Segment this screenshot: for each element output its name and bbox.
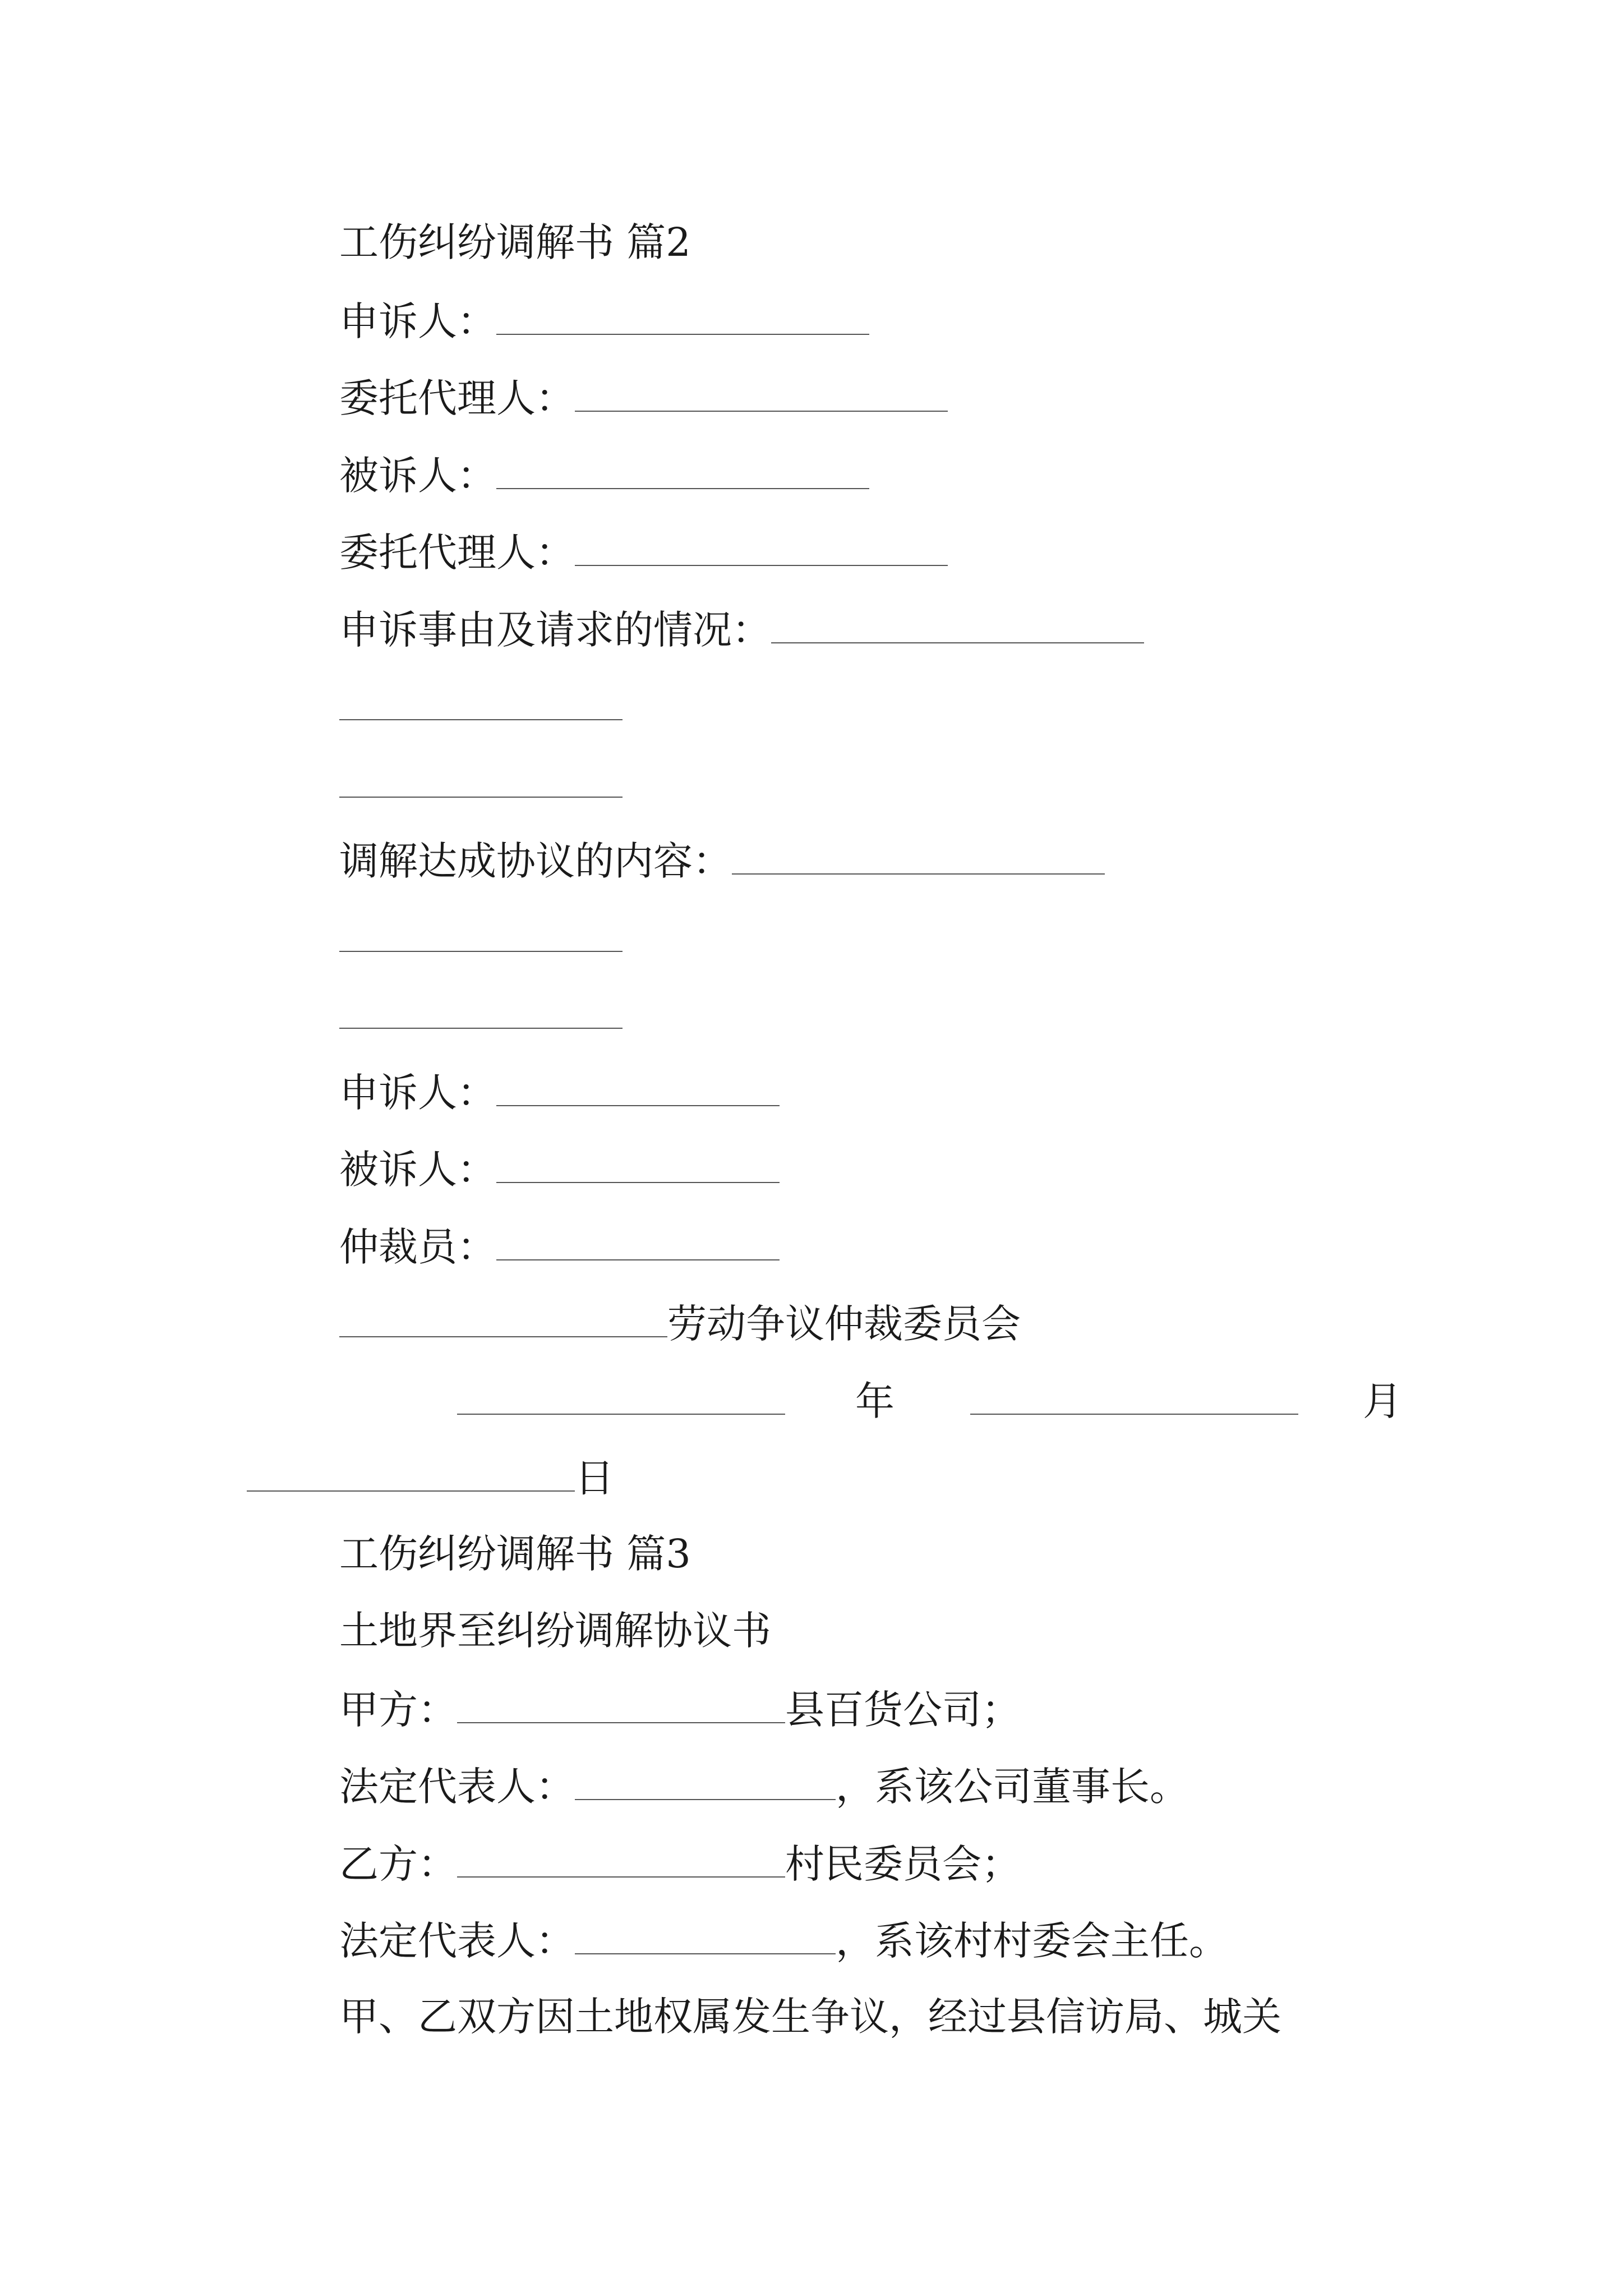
party-b-line	[339, 1837, 1021, 1889]
committee-line	[339, 1297, 1021, 1349]
rep-b-suffix: ，系该村村委会主任。	[836, 1918, 1228, 1964]
month-label: 月	[1363, 1378, 1402, 1424]
rep-b-blank[interactable]	[575, 1914, 836, 1954]
agent-line-2	[339, 526, 948, 578]
agreement-blank[interactable]	[732, 834, 1105, 875]
arbitrator-label: 仲裁员：	[339, 1224, 496, 1270]
day-label: 日	[575, 1455, 614, 1501]
party-a-blank[interactable]	[457, 1683, 785, 1723]
agreement-label: 调解达成协议的内容：	[339, 838, 732, 884]
rep-a-blank[interactable]	[575, 1760, 836, 1800]
day-line	[247, 1451, 614, 1503]
claim-blank-2[interactable]	[339, 680, 623, 720]
arbitrator-blank[interactable]	[496, 1220, 780, 1260]
agreement-continuation-line	[339, 912, 623, 964]
year-blank[interactable]	[457, 1374, 785, 1415]
document-subtitle: 土地界至纠纷调解协议书	[339, 1608, 771, 1654]
complainant-blank[interactable]	[496, 295, 869, 335]
respondent-blank[interactable]	[496, 449, 869, 489]
arbitrator-line	[339, 1220, 780, 1272]
sign-complainant-line	[339, 1066, 780, 1118]
respondent-label: 被诉人：	[339, 453, 496, 499]
party-a-suffix: 县百货公司；	[785, 1687, 1021, 1733]
agent-blank[interactable]	[575, 371, 948, 412]
party-b-blank[interactable]	[457, 1837, 785, 1878]
claim-blank[interactable]	[771, 603, 1144, 643]
rep-b-line	[339, 1914, 1228, 1966]
party-b-label: 乙方：	[339, 1841, 457, 1887]
claim-label: 申诉事由及请求的情况：	[339, 607, 771, 653]
agent-label: 委托代理人：	[339, 375, 575, 421]
month-blank[interactable]	[970, 1374, 1298, 1415]
agreement-blank-3[interactable]	[339, 988, 623, 1029]
agent-blank-2[interactable]	[575, 526, 948, 566]
claim-line	[339, 603, 1144, 655]
sign-complainant-label: 申诉人：	[339, 1070, 496, 1116]
agreement-line	[339, 834, 1105, 886]
sign-complainant-blank[interactable]	[496, 1066, 780, 1106]
section-title: 工伤纠纷调解书 篇3	[339, 1531, 691, 1577]
complainant-line	[339, 295, 869, 347]
claim-continuation-line	[339, 680, 623, 732]
agent-label-2: 委托代理人：	[339, 530, 575, 576]
agreement-blank-2[interactable]	[339, 912, 623, 952]
respondent-line	[339, 449, 869, 501]
body-paragraph: 甲、乙双方因土地权属发生争议，经过县信访局、城关	[339, 1994, 1281, 2040]
sign-respondent-label: 被诉人：	[339, 1147, 496, 1193]
sign-respondent-blank[interactable]	[496, 1143, 780, 1183]
sign-respondent-line	[339, 1143, 780, 1195]
complainant-label: 申诉人：	[339, 298, 496, 344]
day-blank[interactable]	[247, 1451, 575, 1492]
rep-b-label: 法定代表人：	[339, 1918, 575, 1964]
party-b-suffix: 村民委员会；	[785, 1841, 1021, 1887]
agreement-continuation-line	[339, 988, 623, 1041]
rep-a-label: 法定代表人：	[339, 1764, 575, 1810]
claim-continuation-line	[339, 757, 623, 809]
date-line	[457, 1374, 1402, 1427]
rep-a-suffix: ，系该公司董事长。	[836, 1764, 1189, 1810]
party-a-label: 甲方：	[339, 1687, 457, 1733]
agent-line	[339, 371, 948, 424]
section-title: 工伤纠纷调解书 篇2	[339, 219, 691, 265]
committee-label: 劳动争议仲裁委员会	[667, 1301, 1021, 1347]
claim-blank-3[interactable]	[339, 757, 623, 798]
party-a-line	[339, 1683, 1021, 1735]
committee-blank[interactable]	[339, 1297, 667, 1337]
year-label: 年	[855, 1378, 895, 1424]
rep-a-line	[339, 1760, 1189, 1812]
